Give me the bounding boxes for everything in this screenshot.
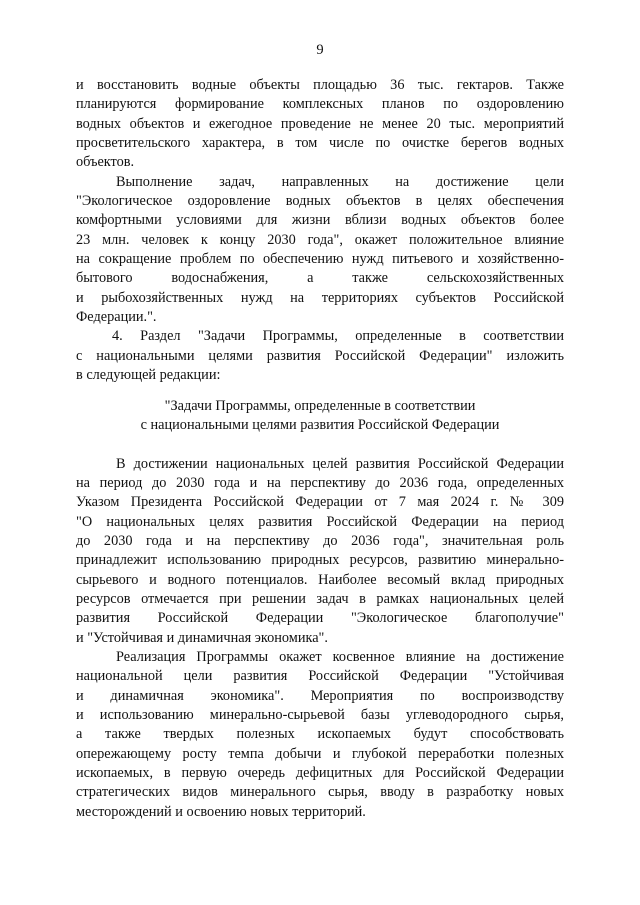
text-line: "Экологическое оздоровление водных объектов в целях обеспечения — [76, 193, 564, 210]
paragraph — [76, 648, 564, 822]
paragraph — [76, 327, 564, 385]
text-line: месторождений и освоению новых территорий. — [76, 803, 366, 820]
text-line: Федерации.". — [76, 309, 157, 326]
text-line: развития Российской Федерации "Экологическое благополучие" — [76, 610, 564, 627]
text-line: на период до 2030 года и на перспективу до 2036 года, определенных — [76, 474, 564, 491]
text-line: Указом Президента Российской Федерации от 7 мая 2024 г. № 309 — [76, 494, 564, 511]
text-line: планируются формирование комплексных планов по оздоровлению — [76, 96, 564, 113]
heading-line: с национальными целями развития Российской Федерации — [140, 416, 500, 433]
text-line: водных объектов и ежегодное проведение не менее 20 тыс. мероприятий — [76, 115, 564, 132]
document-body — [76, 76, 564, 822]
text-line: на сокращение проблем по обеспечению нужд питьевого и хозяйственно- — [76, 251, 564, 268]
text-line: ископаемых, в первую очередь дефицитных для Российской Федерации — [76, 765, 564, 782]
text-line: бытового водоснабжения, а также сельскохозяйственных — [76, 270, 564, 287]
text-line: "О национальных целях развития Российской Федерации на период — [76, 513, 564, 530]
heading-spacer — [76, 386, 564, 397]
paragraph — [76, 76, 564, 173]
paragraph — [76, 173, 564, 328]
text-line: и рыбохозяйственных нужд на территориях субъектов Российской — [76, 289, 564, 306]
text-line: Реализация Программы окажет косвенное влияние на достижение — [116, 648, 564, 665]
text-line: а также твердых полезных ископаемых будут способствовать — [76, 726, 564, 743]
text-line: и "Устойчивая и динамичная экономика". — [76, 629, 328, 646]
text-line: сырьевого и водного потенциалов. Наиболее весомый вклад природных — [76, 571, 564, 588]
text-line: в следующей редакции: — [76, 367, 221, 384]
paragraph-spacer — [76, 435, 564, 454]
text-line: просветительского характера, в том числе по очистке берегов водных — [76, 135, 564, 152]
text-line: опережающему росту темпа добычи и глубокой переработки полезных — [76, 745, 564, 762]
text-line: ресурсов отмечается при решении задач в рамках национальных целей — [76, 590, 564, 607]
text-line: и использованию минерально-сырьевой базы углеводородного сырья, — [76, 707, 564, 723]
text-line: с национальными целями развития Российской Федерации" изложить — [76, 347, 564, 364]
text-line: национальной цели развития Российской Федерации "Устойчивая — [76, 668, 564, 685]
text-line: 4. Раздел "Задачи Программы, определенные в соответствии — [112, 328, 564, 345]
text-line: объектов. — [76, 154, 135, 171]
text-line: комфортными условиями для жизни вблизи водных объектов более — [76, 212, 564, 229]
text-line: и восстановить водные объекты площадью 36 тыс. гектаров. Также — [76, 77, 564, 93]
text-line: В достижении национальных целей развития Российской Федерации — [116, 455, 564, 472]
text-line: Выполнение задач, направленных на достижение цели — [116, 173, 564, 190]
text-line: 23 млн. человек к концу 2030 года", окажет положительное влияние — [76, 231, 564, 248]
heading-line: "Задачи Программы, определенные в соответствии — [164, 397, 476, 414]
page-number: 9 — [316, 42, 324, 58]
text-line: стратегических видов минерального сырья, вводу в разработку новых — [76, 784, 564, 801]
text-line: и динамичная экономика". Мероприятия по воспроизводству — [76, 687, 564, 704]
text-line: принадлежит использованию природных ресурсов, развитию минерально- — [76, 552, 564, 569]
paragraph — [76, 455, 564, 648]
section-heading — [76, 397, 564, 436]
text-line: до 2030 года и на перспективу до 2036 года", значительная роль — [76, 532, 564, 549]
